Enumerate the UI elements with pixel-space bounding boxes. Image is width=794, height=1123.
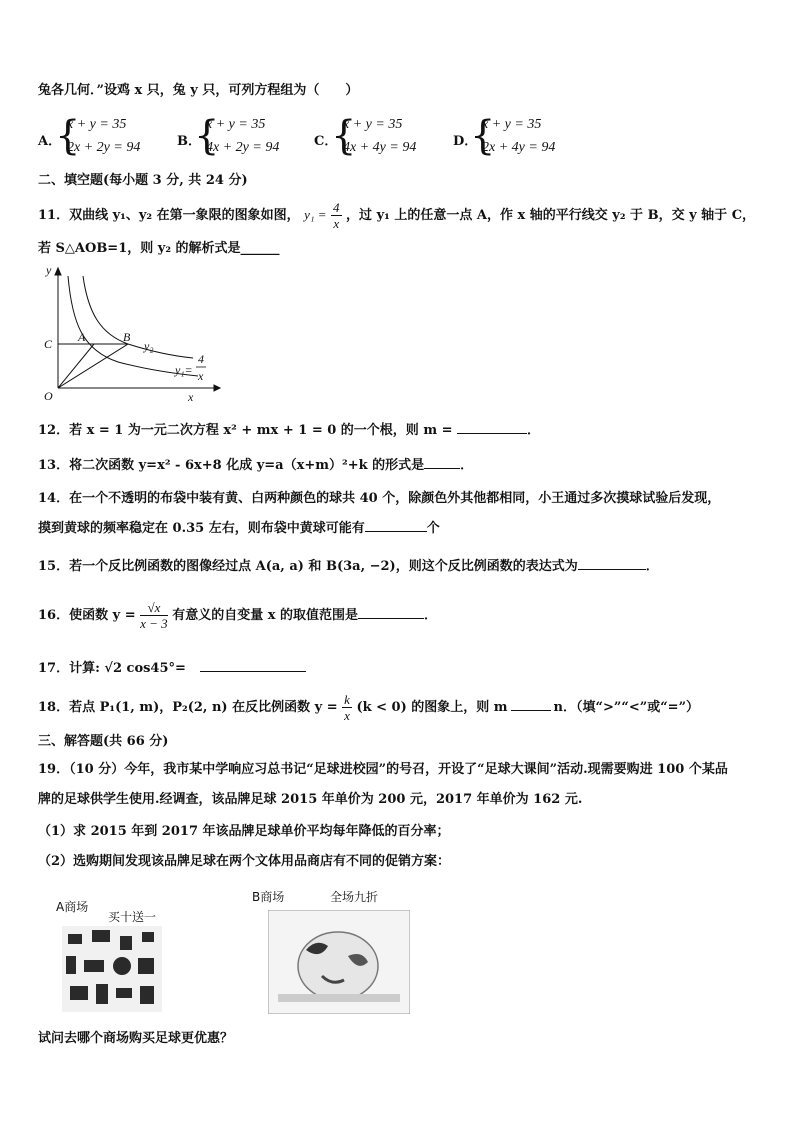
q10-option-d [453,113,583,160]
line-ob [58,344,128,388]
brace-icon: { [55,113,81,159]
q11-line-2: 若 S△AOB=1，则 y₂ 的解析式是______ [38,241,280,256]
x-axis-label: x [188,390,194,404]
q10-stem: 兔各几何．”设鸡 x 只，兔 y 只，可列方程组为（ ） [38,83,359,98]
store-a-label: A商场 [56,900,89,914]
q19-question: 试问去哪个商场购买足球更优惠？ [38,1031,234,1046]
q19-part-2: （2）选购期间发现该品牌足球在两个文体用品商店有不同的促销方案： [38,854,451,869]
q15-text: 15．若一个反比例函数的图像经过点 A(a, a) 和 B(3a, −2)，则这个反比例函数的表达式为 [38,559,578,574]
q11-y1: y₁ = [304,207,327,222]
section-title-fill-in: 二、填空题(每小题 3 分, 共 24 分) [38,173,248,188]
q13-text: 13．将二次函数 y=x² - 6x+8 化成 y=a（x+m）²+k 的形式是 [38,458,425,473]
q12-end: ． [527,423,541,438]
store-a-promo: 买十送一 [108,910,157,924]
store-b-label: B商场 [252,890,285,904]
y1-den: x [198,369,204,383]
q18-fraction [342,692,352,723]
q16-text-a: 16．使函数 y = [38,608,136,623]
answer-blank[interactable] [424,468,460,469]
y2-label: y₂ [144,339,154,353]
q10-option-c [314,113,444,160]
option-label: C． [314,134,338,149]
denominator: x − 3 [140,616,168,631]
line-oa [58,344,94,388]
curve-y1 [68,276,198,376]
q18-text-b: (k < 0) 的图象上，则 m [356,700,508,715]
q11-hyperbola-graph [38,262,228,404]
answer-blank[interactable] [365,531,427,532]
y1-num: 4 [198,352,204,366]
q11-text-b: ，过 y₁ 上的任意一点 A，作 x 轴的平行线交 y₂ 于 B，交 y 轴于 C， [346,208,756,223]
x-axis-arrow-icon [214,385,220,391]
q15-end: ． [645,559,659,574]
option-label: D． [453,134,478,149]
y-axis-arrow-icon [55,268,61,275]
q10-option-b [177,113,307,160]
soccer-ball-icon [62,926,162,1012]
q14-line-1: 14．在一个不透明的布袋中装有黄、白两种颜色的球共 40 个，除颜色外其他都相同，小王通过多次摸球试验后发现， [38,491,721,506]
q14-end: 个 [426,521,440,536]
q11-line-1 [38,200,755,231]
q13-end: ． [460,458,474,473]
q19-line-1: 19．（10 分）今年，我市某中学响应习总书记“足球进校园”的号召，开设了“足球大课间”活动.现需要购进 100 个某品 [38,762,728,777]
q16 [38,598,437,634]
q10-option-a [38,113,168,160]
equation-1: x + y = 35 [67,117,127,132]
brace-icon: { [331,113,357,159]
numerator: k [344,692,350,707]
q18-text-c: n．（填“>”“<”或“=”） [553,700,700,715]
numerator: √x [140,600,168,616]
answer-blank[interactable] [578,569,646,570]
store-a-promo-image [48,882,174,1014]
q17-text: 17．计算: √2 cos45°= [38,661,186,676]
store-b-promo-image [248,880,412,1014]
equation-1: x + y = 35 [343,117,403,132]
answer-blank[interactable] [358,618,424,619]
q14-text: 摸到黄球的频率稳定在 0.35 左右，则布袋中黄球可能有 [38,521,365,536]
answer-blank[interactable] [457,433,527,434]
q12 [38,422,540,440]
option-label: A． [38,134,62,149]
store-b-promo: 全场九折 [330,890,379,904]
q16-text-b: 有意义的自变量 x 的取值范围是 [172,608,359,623]
q11-fraction [331,200,342,231]
answer-blank[interactable] [511,710,551,711]
point-b-label: B [123,330,131,344]
equation-1: x + y = 35 [206,117,266,132]
y1-label: y₁= [175,363,193,377]
numerator: 4 [333,200,340,215]
q16-end: ． [424,608,438,623]
q19-line-2: 牌的足球供学生使用.经调查，该品牌足球 2015 年单价为 200 元，2017 年单价为 162 元. [38,792,583,807]
q17 [38,660,306,678]
equation-2: 4x + 4y = 94 [343,140,417,155]
point-c-label: C [44,337,53,351]
equation-2: 2x + 2y = 94 [67,140,141,155]
q11-text-a: 11．双曲线 y₁、y₂ 在第一象限的图象如图， [38,208,300,223]
option-label: B． [177,134,201,149]
q16-fraction [140,600,168,631]
q18 [38,690,699,726]
q12-text: 12．若 x = 1 为一元二次方程 x² + mx + 1 = 0 的一个根，则 m = [38,423,458,438]
section-title-solutions: 三、解答题(共 66 分) [38,734,169,749]
q13 [38,457,473,475]
q18-text-a: 18．若点 P₁(1, m)，P₂(2, n) 在反比例函数 y = [38,700,338,715]
denominator: x [333,216,340,231]
soccer-ball-icon [268,910,410,1014]
denominator: x [344,708,350,723]
y-axis-label: y [46,263,52,277]
q14-line-2 [38,520,440,538]
q19-part-1: （1）求 2015 年到 2017 年该品牌足球单价平均每年降低的百分率； [38,824,450,839]
equation-2: 4x + 2y = 94 [206,140,280,155]
answer-blank[interactable] [200,671,306,672]
q15 [38,558,659,576]
brace-icon: { [194,113,220,159]
curve-y2 [83,276,193,358]
equation-1: x + y = 35 [482,117,542,132]
brace-icon: { [470,113,496,159]
equation-2: 2x + 4y = 94 [482,140,556,155]
point-a-label: A [78,330,86,344]
origin-label: O [44,389,53,403]
